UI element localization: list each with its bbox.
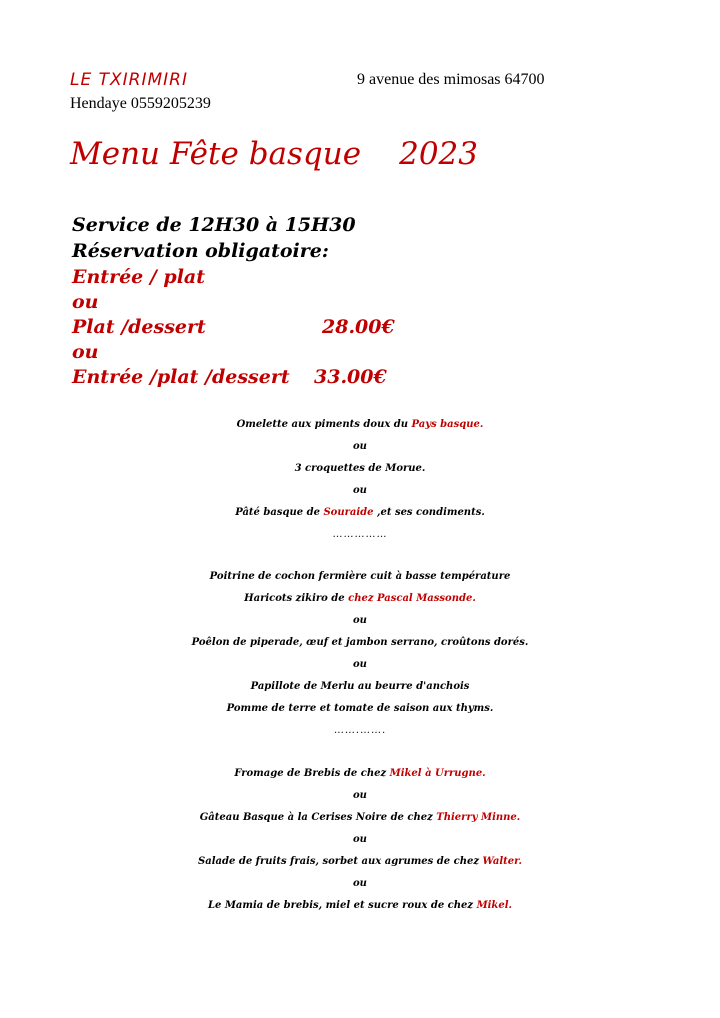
menu-title-year: 2023 — [399, 136, 478, 172]
formula-entree-plat-dessert-label: Entrée /plat /dessert — [72, 366, 290, 388]
dessert-or-2: ou — [353, 834, 367, 845]
restaurant-name: LE TXIRIMIRI — [70, 70, 188, 90]
main-papillote: Papillote de Merlu au beurre d'anchois — [250, 681, 470, 692]
formula-or-1: ou — [72, 291, 99, 313]
main-poitrine: Poitrine de cochon fermière cuit à basse température — [209, 571, 511, 582]
formula-plat-dessert — [72, 316, 395, 338]
formula-plat-dessert-price: 28.00€ — [322, 316, 395, 338]
address-text: 9 avenue des mimosas 64700 — [357, 71, 545, 88]
starter-croquettes: 3 croquettes de Morue. — [294, 463, 426, 474]
starter-or-2: ou — [353, 485, 367, 496]
dessert-fromage-text: Fromage de Brebis de chez — [234, 768, 390, 779]
dessert-gateau — [0, 807, 720, 829]
starters-section — [0, 414, 720, 546]
dessert-mamia — [0, 895, 720, 917]
dessert-or-1: ou — [353, 790, 367, 801]
starter-omelette-origin: Pays basque. — [411, 419, 484, 430]
main-or-1: ou — [353, 615, 367, 626]
dessert-fromage — [0, 763, 720, 785]
starter-omelette — [0, 414, 720, 436]
mains-section — [0, 566, 720, 742]
dessert-salade — [0, 851, 720, 873]
dessert-gateau-text: Gâteau Basque à la Cerises Noire de chez — [199, 812, 437, 823]
starter-pate-origin: Souraide — [323, 507, 374, 518]
dessert-fromage-origin: Mikel à Urrugne. — [389, 768, 486, 779]
reservation-note: Réservation obligatoire: — [72, 240, 329, 262]
mains-separator: …….……. — [333, 725, 387, 736]
service-hours: Service de 12H30 à 15H30 — [72, 214, 356, 236]
dessert-salade-origin: Walter. — [482, 856, 522, 867]
dessert-or-3: ou — [353, 878, 367, 889]
main-or-2: ou — [353, 659, 367, 670]
starter-pate-text: Pâté basque de — [235, 507, 324, 518]
formula-plat-dessert-label: Plat /dessert — [72, 316, 206, 338]
starters-separator: …………… — [332, 529, 388, 540]
dessert-gateau-origin: Thierry Minne. — [436, 812, 521, 823]
starter-pate-suffix: ,et ses condiments. — [373, 507, 485, 518]
desserts-section — [0, 763, 720, 917]
main-poitrine-side-origin: chez Pascal Massonde. — [348, 593, 476, 604]
formula-or-2: ou — [72, 341, 99, 363]
dessert-mamia-text: Le Mamia de brebis, miel et sucre roux de chez — [207, 900, 477, 911]
starter-or-1: ou — [353, 441, 367, 452]
main-poitrine-side — [0, 588, 720, 610]
starter-omelette-text: Omelette aux piments doux du — [236, 419, 412, 430]
starter-pate — [0, 502, 720, 524]
main-poelon: Poêlon de piperade, œuf et jambon serrano, croûtons dorés. — [191, 637, 529, 648]
formula-entree-plat-dessert — [72, 366, 387, 388]
dessert-salade-text: Salade de fruits frais, sorbet aux agrumes de chez — [198, 856, 483, 867]
main-poitrine-side-text: Haricots zikiro de — [244, 593, 349, 604]
menu-title — [70, 136, 478, 172]
menu-title-label: Menu Fête basque — [70, 136, 362, 172]
formula-entree-plat: Entrée / plat — [72, 266, 206, 288]
main-papillote-side: Pomme de terre et tomate de saison aux thyms. — [226, 703, 494, 714]
city-phone-text: Hendaye 0559205239 — [70, 95, 211, 112]
dessert-mamia-origin: Mikel. — [476, 900, 513, 911]
formula-entree-plat-dessert-price: 33.00€ — [314, 366, 387, 388]
